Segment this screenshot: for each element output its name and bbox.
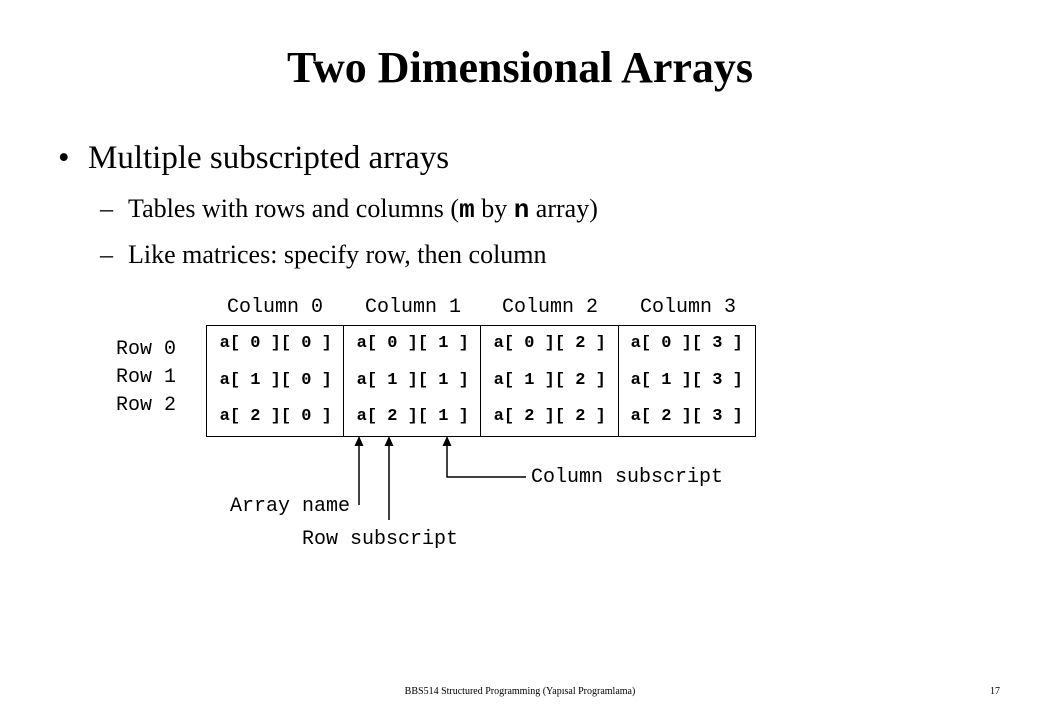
bullet-text: Multiple subscripted arrays xyxy=(88,140,450,176)
row-label: Row 1 xyxy=(116,366,177,389)
page-number: 17 xyxy=(990,686,1000,697)
slide-title: Two Dimensional Arrays xyxy=(286,43,754,92)
slide-footer: BBS514 Structured Programming (Yapısal Programlama) xyxy=(404,686,636,697)
dash-glyph: – xyxy=(100,240,113,269)
bullet-glyph: • xyxy=(58,140,70,176)
row-label: Row 2 xyxy=(116,394,177,417)
sub2-text: Like matrices: specify row, then column xyxy=(128,240,547,269)
array-cell: a[ 0 ][ 1 ] xyxy=(356,334,469,353)
code-n: n xyxy=(513,195,530,225)
array-name-label: Array name xyxy=(230,495,351,518)
array-cell: a[ 0 ][ 3 ] xyxy=(630,334,743,353)
column-subscript-arrowhead xyxy=(443,436,452,446)
array-cell: a[ 1 ][ 1 ] xyxy=(356,371,469,390)
column-subscript-label: Column subscript xyxy=(531,466,724,489)
array-cell: a[ 2 ][ 3 ] xyxy=(630,407,743,426)
code-m: m xyxy=(459,195,475,225)
array-cell: a[ 2 ][ 1 ] xyxy=(356,407,469,426)
array-cell: a[ 0 ][ 0 ] xyxy=(219,334,332,353)
array-cell: a[ 2 ][ 0 ] xyxy=(219,407,332,426)
array-cell: a[ 1 ][ 0 ] xyxy=(219,371,332,390)
dash-glyph: – xyxy=(100,194,113,223)
sub1-mid: by xyxy=(474,194,514,223)
array-cell: a[ 0 ][ 2 ] xyxy=(493,334,606,353)
sub1-prefix: Tables with rows and columns ( xyxy=(128,194,460,223)
array-cell: a[ 1 ][ 2 ] xyxy=(493,371,606,390)
row-label: Row 0 xyxy=(116,338,177,361)
row-subscript-label: Row subscript xyxy=(302,528,459,551)
array-cell: a[ 1 ][ 3 ] xyxy=(630,371,743,390)
column-header: Column 0 xyxy=(226,296,323,319)
column-subscript-arrow-line xyxy=(447,440,526,477)
sub1-suffix: array) xyxy=(529,194,598,223)
column-header: Column 1 xyxy=(364,296,461,319)
row-subscript-arrowhead xyxy=(385,436,394,446)
array-name-arrowhead xyxy=(355,436,364,446)
array-cell: a[ 2 ][ 2 ] xyxy=(493,407,606,426)
column-header: Column 3 xyxy=(639,296,736,319)
column-header: Column 2 xyxy=(501,296,598,319)
